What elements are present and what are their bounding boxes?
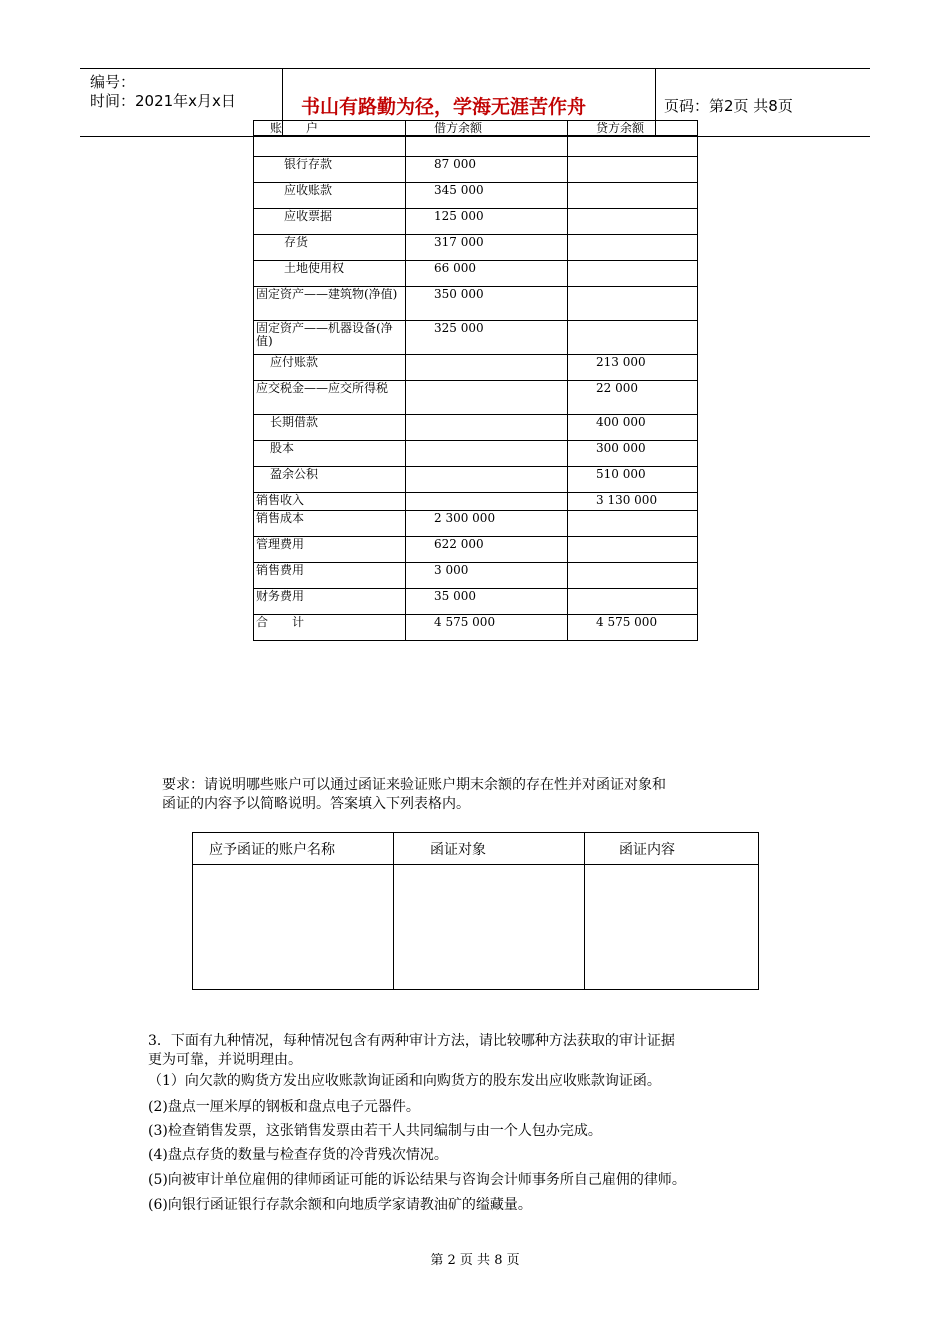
ledger-credit bbox=[568, 589, 698, 615]
ledger-credit bbox=[568, 183, 698, 209]
answer-cell-target[interactable] bbox=[394, 865, 585, 990]
ledger-credit bbox=[568, 321, 698, 355]
ledger-credit bbox=[568, 209, 698, 235]
ledger-credit bbox=[568, 537, 698, 563]
ledger-header-row bbox=[254, 121, 698, 136]
answer-col-account: 应予函证的账户名称 bbox=[193, 833, 394, 865]
question3-item-5: (5)向被审计单位雇佣的律师函证可能的诉讼结果与咨询会计师事务所自己雇佣的律师。 bbox=[148, 1172, 686, 1188]
ledger-debit bbox=[406, 355, 568, 381]
ledger-col-debit: 借方余额 bbox=[406, 121, 568, 136]
answer-cell-content[interactable] bbox=[585, 865, 759, 990]
page-footer: 第 2 页 共 8 页 bbox=[430, 1253, 520, 1268]
ledger-credit bbox=[568, 511, 698, 537]
ledger-credit: 213 000 bbox=[568, 355, 698, 381]
ledger-account: 存货 bbox=[254, 235, 406, 261]
ledger-account: 银行存款 bbox=[254, 157, 406, 183]
table-row bbox=[254, 355, 698, 381]
ledger-debit: 4 575 000 bbox=[406, 615, 568, 641]
ledger-debit: 2 300 000 bbox=[406, 511, 568, 537]
ledger-account: 销售费用 bbox=[254, 563, 406, 589]
ledger-account: 管理费用 bbox=[254, 537, 406, 563]
question3-item-6: (6)向银行函证银行存款余额和向地质学家请教油矿的缢藏量。 bbox=[148, 1197, 532, 1213]
table-row bbox=[254, 381, 698, 415]
ledger-account: 股本 bbox=[254, 441, 406, 467]
ledger-credit bbox=[568, 287, 698, 321]
table-row bbox=[254, 136, 698, 157]
page-code: 页码：第2页 共8页 bbox=[664, 97, 793, 115]
ledger-debit bbox=[406, 441, 568, 467]
table-row bbox=[254, 563, 698, 589]
ledger-debit bbox=[406, 467, 568, 493]
ledger-debit: 345 000 bbox=[406, 183, 568, 209]
answer-body-row bbox=[193, 865, 759, 990]
table-row bbox=[254, 261, 698, 287]
answer-col-content: 函证内容 bbox=[585, 833, 759, 865]
table-row bbox=[254, 493, 698, 511]
ledger-account: 长期借款 bbox=[254, 415, 406, 441]
ledger-debit bbox=[406, 381, 568, 415]
ledger-credit: 22 000 bbox=[568, 381, 698, 415]
table-row bbox=[254, 615, 698, 641]
ledger-account: 固定资产——建筑物(净值) bbox=[254, 287, 406, 321]
ledger-debit: 350 000 bbox=[406, 287, 568, 321]
ledger-credit: 400 000 bbox=[568, 415, 698, 441]
answer-header-row bbox=[193, 833, 759, 865]
requirement-line-2: 函证的内容予以简略说明。答案填入下列表格内。 bbox=[162, 796, 470, 812]
table-row bbox=[254, 209, 698, 235]
ledger-table bbox=[253, 120, 698, 641]
table-row bbox=[254, 415, 698, 441]
date-label: 时间：2021年x月x日 bbox=[90, 92, 236, 110]
table-row bbox=[254, 511, 698, 537]
table-row bbox=[254, 183, 698, 209]
ledger-debit: 35 000 bbox=[406, 589, 568, 615]
ledger-credit bbox=[568, 261, 698, 287]
table-row bbox=[254, 589, 698, 615]
ledger-debit: 3 000 bbox=[406, 563, 568, 589]
table-row bbox=[254, 321, 698, 355]
ledger-debit: 87 000 bbox=[406, 157, 568, 183]
ledger-credit bbox=[568, 563, 698, 589]
ledger-credit bbox=[568, 136, 698, 157]
ledger-account: 应交税金——应交所得税 bbox=[254, 381, 406, 415]
answer-col-target: 函证对象 bbox=[394, 833, 585, 865]
header-top-rule bbox=[80, 68, 870, 69]
ledger-credit: 3 130 000 bbox=[568, 493, 698, 511]
ledger-account: 应收票据 bbox=[254, 209, 406, 235]
ledger-account: 财务费用 bbox=[254, 589, 406, 615]
motto: 书山有路勤为径，学海无涯苦作舟 bbox=[301, 96, 587, 118]
ledger-account: 固定资产——机器设备(净值) bbox=[254, 321, 406, 355]
answer-table bbox=[192, 832, 759, 990]
ledger-debit bbox=[406, 415, 568, 441]
ledger-debit: 622 000 bbox=[406, 537, 568, 563]
question3-intro-line-2: 更为可靠，并说明理由。 bbox=[148, 1052, 302, 1068]
ledger-debit: 125 000 bbox=[406, 209, 568, 235]
table-row bbox=[254, 441, 698, 467]
ledger-account: 销售收入 bbox=[254, 493, 406, 511]
ledger-credit: 4 575 000 bbox=[568, 615, 698, 641]
ledger-account: 销售成本 bbox=[254, 511, 406, 537]
ledger-account: 土地使用权 bbox=[254, 261, 406, 287]
answer-cell-account[interactable] bbox=[193, 865, 394, 990]
ledger-account: 合 计 bbox=[254, 615, 406, 641]
table-row bbox=[254, 467, 698, 493]
ledger-debit: 66 000 bbox=[406, 261, 568, 287]
question3-intro-line-1: 3．下面有九种情况，每种情况包含有两种审计方法，请比较哪种方法获取的审计证据 bbox=[148, 1033, 675, 1049]
ledger-credit bbox=[568, 235, 698, 261]
question3-item-2: (2)盘点一厘米厚的钢板和盘点电子元器件。 bbox=[148, 1099, 420, 1115]
ledger-credit: 300 000 bbox=[568, 441, 698, 467]
table-row bbox=[254, 157, 698, 183]
question3-item-4: (4)盘点存货的数量与检查存货的冷背残次情况。 bbox=[148, 1147, 448, 1163]
ledger-col-credit: 贷方余额 bbox=[568, 121, 698, 136]
ledger-col-account: 账 户 bbox=[254, 121, 406, 136]
table-row bbox=[254, 537, 698, 563]
ledger-credit bbox=[568, 157, 698, 183]
requirement-line-1: 要求：请说明哪些账户可以通过函证来验证账户期末余额的存在性并对函证对象和 bbox=[162, 777, 666, 793]
ledger-credit: 510 000 bbox=[568, 467, 698, 493]
ledger-debit bbox=[406, 136, 568, 157]
ledger-account: 应付账款 bbox=[254, 355, 406, 381]
ledger-account: 应收账款 bbox=[254, 183, 406, 209]
ledger-debit: 317 000 bbox=[406, 235, 568, 261]
ledger-account bbox=[254, 136, 406, 157]
question3-item-1: （1）向欠款的购货方发出应收账款询证函和向购货方的股东发出应收账款询证函。 bbox=[148, 1073, 661, 1089]
ledger-debit bbox=[406, 493, 568, 511]
table-row bbox=[254, 235, 698, 261]
serial-label: 编号： bbox=[90, 73, 136, 91]
ledger-debit: 325 000 bbox=[406, 321, 568, 355]
table-row bbox=[254, 287, 698, 321]
question3-item-3: (3)检查销售发票，这张销售发票由若干人共同编制与由一个人包办完成。 bbox=[148, 1123, 602, 1139]
ledger-account: 盈余公积 bbox=[254, 467, 406, 493]
